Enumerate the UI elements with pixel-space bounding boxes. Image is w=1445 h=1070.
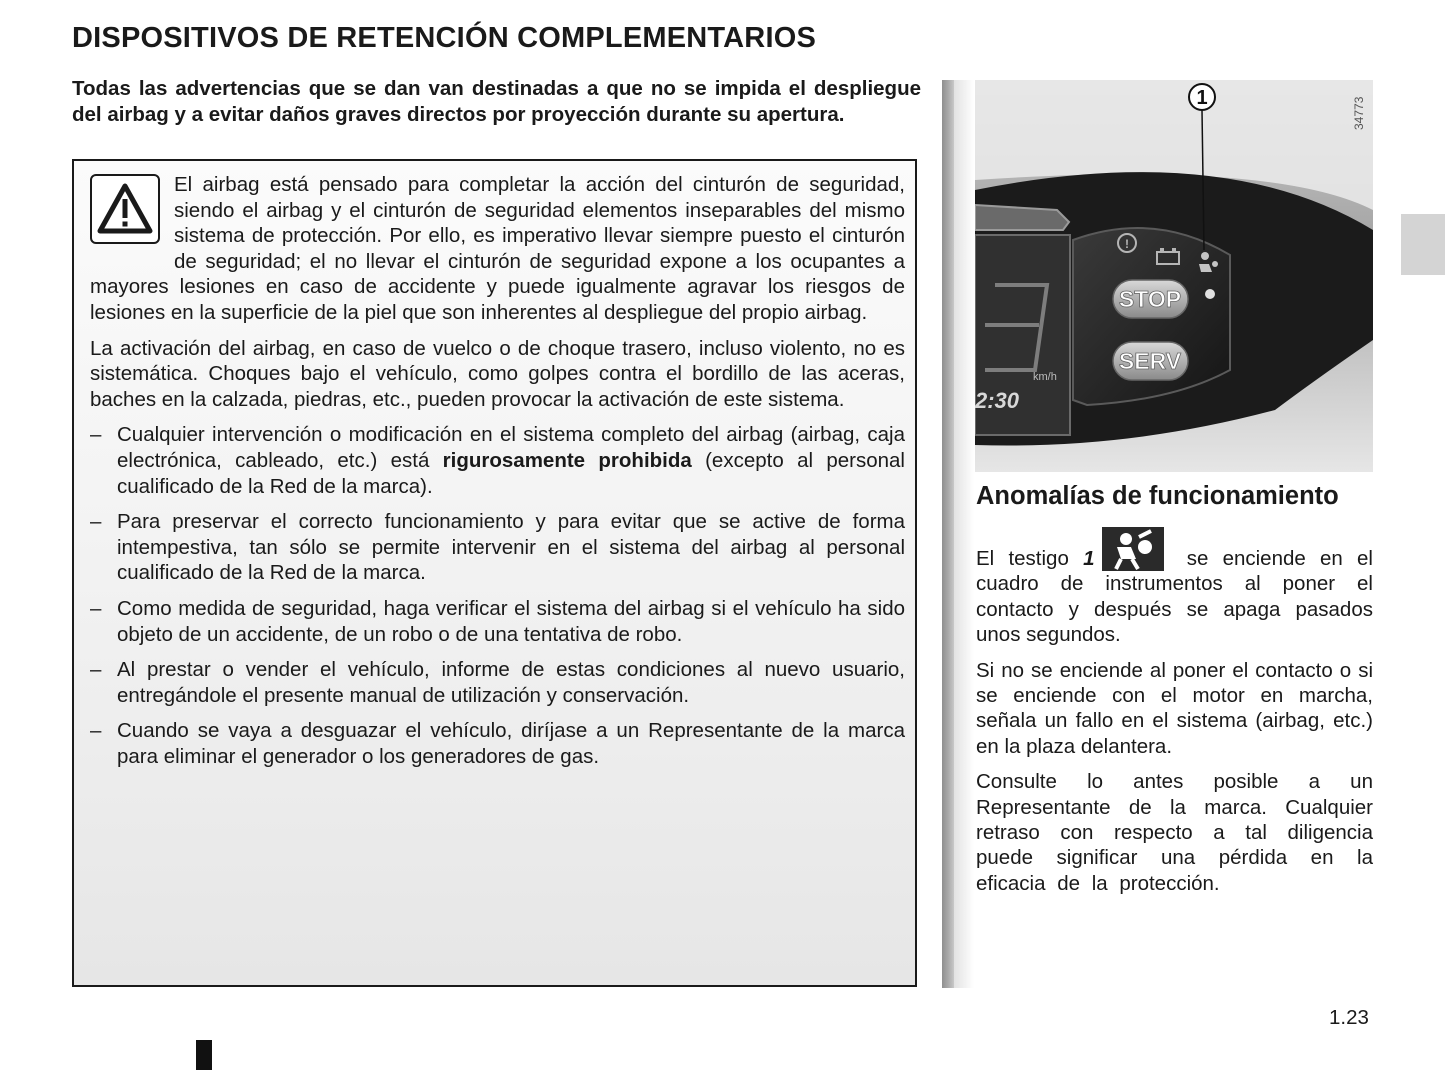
column-divider-fade <box>954 80 974 988</box>
warning-box <box>72 159 917 987</box>
intro-warning-text: Todas las advertencias que se dan van destinadas a que no se impida el despliegue del airbag y a evitar daños graves directos por proyección durante su apertura. <box>72 77 921 126</box>
right-column-text <box>976 541 1373 906</box>
svg-text:STOP: STOP <box>1118 286 1182 312</box>
right-paragraph-3: Consulte lo antes posible a un Representante de la marca. Cualquier retraso con respecto a tal diligencia puede significar una pérdida en la eficacia de la protección. <box>976 770 1373 895</box>
list-item-text-before: Cualquier intervención o modificación en el sistema completo del airbag (airbag, caja electrónica, cableado, etc.) está <box>117 423 905 472</box>
list-item-text-after: (excepto al personal cualificado de la Red de la marca). <box>117 448 905 498</box>
page-edge-marker <box>196 1040 212 1070</box>
section-tab <box>1401 214 1445 275</box>
dash-bullet: – <box>90 510 102 534</box>
svg-text:SERV: SERV <box>1118 348 1182 374</box>
column-divider <box>942 80 954 988</box>
stop-warning-light <box>1113 280 1188 318</box>
list-item <box>90 422 905 499</box>
indicator-reference-number: 1 <box>1083 547 1095 570</box>
section-heading: Anomalías de funcionamiento <box>976 482 1339 510</box>
list-item-emphasis: rigurosamente prohibida <box>442 448 692 472</box>
page-number: 1.23 <box>1329 1006 1369 1029</box>
list-item <box>90 509 905 586</box>
warning-paragraph-2: La activación del airbag, en caso de vuelco o de choque trasero, incluso violento, no es sistemática. Choques bajo el vehículo, como golpes contra el bordillo de las aceras, baches en la calzada, piedras, etc., pueden provocar la activación de este sistema. <box>90 336 905 411</box>
right-paragraph-1-end: se enciende en el cuadro de instrumentos al poner el contacto y después se apaga pasados unos segundos. <box>976 547 1373 647</box>
airbag-warning-icon <box>1102 527 1164 571</box>
serv-warning-light <box>1113 342 1188 380</box>
warning-triangle-icon <box>90 174 160 244</box>
list-item-text: Cuando se vaya a desguazar el vehículo, diríjase a un Representante de la marca para eliminar el generador o los generadores de gas. <box>117 719 905 768</box>
right-paragraph-1-start: El testigo <box>976 547 1084 570</box>
svg-text:!: ! <box>1125 237 1129 251</box>
dash-bullet: – <box>90 423 102 447</box>
list-item <box>90 718 905 769</box>
instrument-panel-figure <box>975 80 1373 472</box>
page-title: DISPOSITIVOS DE RETENCIÓN COMPLEMENTARIOS <box>72 22 817 54</box>
callout-number: 1 <box>1196 87 1208 109</box>
right-paragraph-1 <box>976 541 1373 648</box>
right-paragraph-2: Si no se enciende al poner el contacto o si se enciende con el motor en marcha, señala un fallo en el sistema (airbag, etc.) en la plaza delantera. <box>976 658 1373 758</box>
dash-bullet: – <box>90 596 102 620</box>
clock-readout: 2:30 <box>975 388 1020 413</box>
list-item <box>90 657 905 708</box>
warning-paragraph-1: El airbag está pensado para completar la acción del cinturón de seguridad, siendo el airbag y el cinturón de seguridad elementos inseparables del mismo sistema de protección. Por ello, es imperativo llevar siempre puesto el cinturón de seguridad; el no llevar el cinturón de seguridad expone a los ocupantes a mayores lesiones en caso de accidente y puede igualmente agravar los riesgos de lesiones en la superficie de la piel que son inherentes al despliegue del propio airbag. <box>90 173 905 324</box>
indicator-dot <box>1205 289 1215 299</box>
figure-code: 34773 <box>1352 96 1366 130</box>
dash-bullet: – <box>90 658 102 682</box>
list-item <box>90 596 905 647</box>
speed-unit-label: km/h <box>1033 371 1057 383</box>
list-item-text: Al prestar o vender el vehículo, informe de estas condiciones al nuevo usuario, entregándole el presente manual de utilización y conservación. <box>117 658 905 707</box>
list-item-text: Como medida de seguridad, haga verificar el sistema del airbag si el vehículo ha sido objeto de un accidente, de un robo o de una tentativa de robo. <box>117 596 905 646</box>
dash-bullet: – <box>90 719 102 743</box>
list-item-text: Para preservar el correcto funcionamiento y para evitar que se active de forma intempestiva, tan sólo se permite intervenir en el sistema del airbag al personal cualificado de la Red de la marca. <box>117 510 905 585</box>
